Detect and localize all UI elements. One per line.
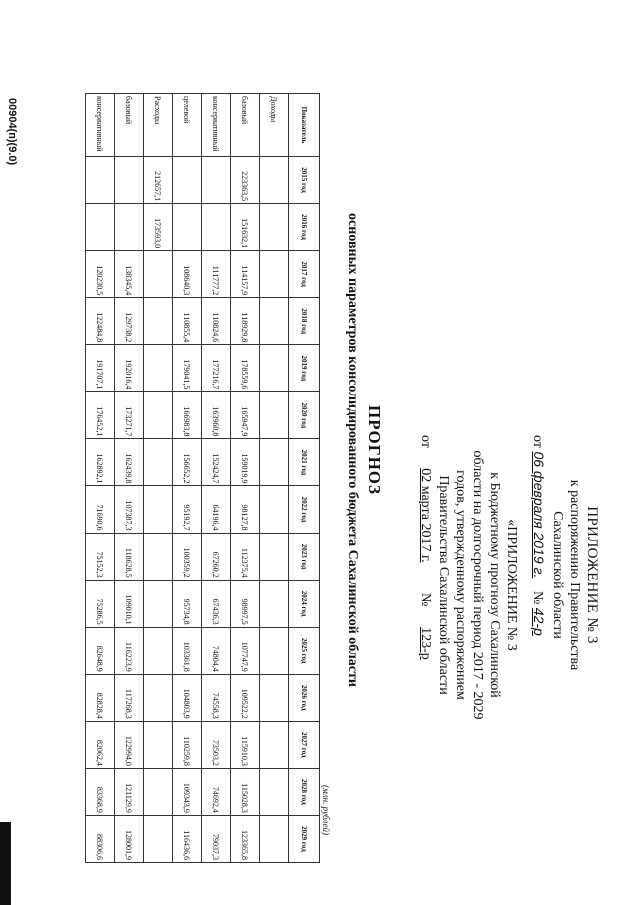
table-cell: 88306,6 [86, 815, 115, 862]
prev-appendix-date: 02 марта 2017 г. [418, 468, 433, 563]
table-cell: 138345,4 [115, 251, 144, 298]
table-cell [115, 157, 144, 204]
table-cell: 110824,6 [202, 298, 231, 345]
table-cell: 123365,8 [231, 815, 260, 862]
table-cell: 107747,9 [231, 627, 260, 674]
table-cell: 118628,5 [115, 533, 144, 580]
table-cell: 112375,4 [231, 533, 260, 580]
table-cell: 122994,0 [115, 721, 144, 768]
table-cell [260, 439, 289, 486]
appendix-number-label: № [530, 590, 545, 605]
table-cell: 110259,8 [173, 721, 202, 768]
table-cell [202, 157, 231, 204]
table-cell: 73503,2 [202, 721, 231, 768]
table-cell: 191707,1 [86, 345, 115, 392]
table-cell: 82828,4 [86, 674, 115, 721]
table-cell: 163960,8 [202, 392, 231, 439]
table-cell [260, 251, 289, 298]
prev-appendix-line-2: области на долгосрочный период 2017 - 2029 [470, 450, 485, 720]
document-title: ПРОГНОЗ [365, 405, 384, 495]
table-cell: 122484,8 [86, 298, 115, 345]
table-cell: 156652,2 [173, 439, 202, 486]
row-label: базовый [115, 94, 144, 157]
table-cell [260, 721, 289, 768]
document-heading [344, 15, 384, 885]
header-year: 2029 год [289, 815, 320, 862]
table-row [202, 94, 231, 863]
table-row [231, 94, 260, 863]
table-cell [144, 533, 173, 580]
prev-appendix-number: 123-р [418, 627, 433, 660]
appendix-header [529, 435, 600, 715]
table-cell: 109522,2 [231, 674, 260, 721]
table-cell [260, 157, 289, 204]
table-cell: 109343,9 [173, 768, 202, 815]
table-cell [144, 627, 173, 674]
table-cell: 121129,9 [115, 768, 144, 815]
table-cell [144, 392, 173, 439]
table-cell [260, 533, 289, 580]
table-cell [144, 674, 173, 721]
table-cell [144, 580, 173, 627]
table-row [115, 94, 144, 863]
appendix-number: 42-р [531, 607, 547, 636]
footer-code: 00904(п)(9.0) [6, 98, 18, 166]
table-cell: 118929,8 [231, 298, 260, 345]
table-cell: 115910,3 [231, 721, 260, 768]
forecast-table [85, 93, 320, 863]
table-cell: 129738,2 [115, 298, 144, 345]
table-cell: 74692,4 [202, 768, 231, 815]
prev-appendix-line-3: годов, утвержденному распоряжением [453, 470, 468, 700]
table-cell: 98127,8 [231, 486, 260, 533]
document-subtitle: основных параметров консолидированного бюджета Сахалинской области [345, 213, 360, 687]
header-year: 2026 год [289, 674, 320, 721]
table-cell: 223363,5 [231, 157, 260, 204]
header-year: 2022 год [289, 486, 320, 533]
header-year: 2021 год [289, 439, 320, 486]
appendix-date-line [529, 435, 547, 715]
table-cell: 162439,8 [115, 439, 144, 486]
table-cell [144, 815, 173, 862]
table-cell [144, 721, 173, 768]
header-year: 2017 год [289, 251, 320, 298]
table-cell [144, 768, 173, 815]
table-cell: 117268,3 [115, 674, 144, 721]
table-cell: 103361,8 [173, 627, 202, 674]
table-cell: 75152,3 [86, 533, 115, 580]
table-cell: 173271,7 [115, 392, 144, 439]
table-cell [260, 768, 289, 815]
row-label: консервативный [202, 94, 231, 157]
table-cell [144, 345, 173, 392]
table-cell: 98997,5 [231, 580, 260, 627]
header-year: 2020 год [289, 392, 320, 439]
table-cell: 100359,2 [173, 533, 202, 580]
table-cell: 162892,1 [86, 439, 115, 486]
table-cell: 159019,9 [231, 439, 260, 486]
table-cell: 192016,4 [115, 345, 144, 392]
table-cell: 166983,8 [173, 392, 202, 439]
table-cell: 178559,6 [231, 345, 260, 392]
table-cell: 116223,9 [115, 627, 144, 674]
table-cell [86, 204, 115, 251]
table-cell: 74804,4 [202, 627, 231, 674]
header-year: 2019 год [289, 345, 320, 392]
table-cell [260, 486, 289, 533]
table-cell: 82062,4 [86, 721, 115, 768]
appendix-title: ПРИЛОЖЕНИЕ № 3 [584, 506, 600, 644]
prev-appendix-line-1: к Бюджетному прогнозу Сахалинской [487, 472, 502, 698]
table-cell: 79037,3 [202, 815, 231, 862]
table-row [173, 94, 202, 863]
rotated-page [6, 15, 620, 885]
previous-appendix-header [417, 435, 520, 735]
table-cell [260, 815, 289, 862]
header-year: 2028 год [289, 768, 320, 815]
table-cell [115, 204, 144, 251]
table-cell [173, 157, 202, 204]
table-cell: 111777,2 [202, 251, 231, 298]
table-cell: 151632,1 [231, 204, 260, 251]
table-cell: 110855,4 [173, 298, 202, 345]
appendix-line-2: Сахалинской области [550, 511, 565, 639]
appendix-date: 06 февраля 2019 г. [531, 451, 547, 579]
table-cell: 67260,2 [202, 533, 231, 580]
prev-appendix-date-line [417, 435, 434, 735]
prev-appendix-title: «ПРИЛОЖЕНИЕ № 3 [504, 519, 519, 651]
table-cell: 152424,7 [202, 439, 231, 486]
row-label: Доходы [260, 94, 289, 157]
table-cell: 95192,7 [173, 486, 202, 533]
header-year: 2025 год [289, 627, 320, 674]
table-cell [173, 204, 202, 251]
header-year: 2016 год [289, 204, 320, 251]
appendix-from-label: от [530, 435, 545, 448]
table-cell [260, 204, 289, 251]
table-row [260, 94, 289, 863]
table-cell: 67436,3 [202, 580, 231, 627]
table-cell: 116436,6 [173, 815, 202, 862]
table-cell [260, 580, 289, 627]
table-cell: 177216,7 [202, 345, 231, 392]
table-cell: 95734,8 [173, 580, 202, 627]
table-cell: 114157,9 [231, 251, 260, 298]
table-cell: 107387,3 [115, 486, 144, 533]
table-cell: 74558,3 [202, 674, 231, 721]
header-year: 2024 год [289, 580, 320, 627]
header-year: 2023 год [289, 533, 320, 580]
row-label: базовый [231, 94, 260, 157]
row-label: целевой [173, 94, 202, 157]
table-cell [144, 486, 173, 533]
table-cell: 64196,4 [202, 486, 231, 533]
table-cell [144, 298, 173, 345]
table-cell: 109010,1 [115, 580, 144, 627]
table-cell: 71690,6 [86, 486, 115, 533]
table-row [86, 94, 115, 863]
table-cell: 83368,9 [86, 768, 115, 815]
table-cell: 82648,9 [86, 627, 115, 674]
appendix-line-1: к распоряжению Правительства [567, 479, 582, 671]
table-cell: 165947,9 [231, 392, 260, 439]
table-cell: 212657,1 [144, 157, 173, 204]
row-label: консервативный [86, 94, 115, 157]
table-cell [260, 392, 289, 439]
table-cell: 173593,0 [144, 204, 173, 251]
table-cell: 115028,3 [231, 768, 260, 815]
header-year: 2027 год [289, 721, 320, 768]
table-cell: 75286,5 [86, 580, 115, 627]
table-cell [260, 298, 289, 345]
table-cell [86, 157, 115, 204]
table-header-row [289, 94, 320, 863]
table-cell [260, 674, 289, 721]
prev-appendix-from-label: от [418, 435, 433, 448]
table-cell [260, 627, 289, 674]
prev-appendix-number-label: № [418, 592, 433, 607]
table-cell: 120230,5 [86, 251, 115, 298]
table-cell [260, 345, 289, 392]
table-body [86, 94, 289, 863]
table-cell [202, 204, 231, 251]
header-indicator: Показатель [289, 94, 320, 157]
table-cell [144, 439, 173, 486]
table-cell [144, 251, 173, 298]
prev-appendix-line-4: Правительства Сахалинской области [436, 475, 451, 695]
table-row [144, 94, 173, 863]
table-cell: 104803,9 [173, 674, 202, 721]
table-cell: 179041,5 [173, 345, 202, 392]
table-cell: 108640,3 [173, 251, 202, 298]
table-cell: 176452,1 [86, 392, 115, 439]
row-label: Расходы [144, 94, 173, 157]
table-cell: 128001,9 [115, 815, 144, 862]
header-year: 2015 год [289, 157, 320, 204]
unit-note: (млн. рублей) [321, 785, 331, 835]
header-year: 2018 год [289, 298, 320, 345]
